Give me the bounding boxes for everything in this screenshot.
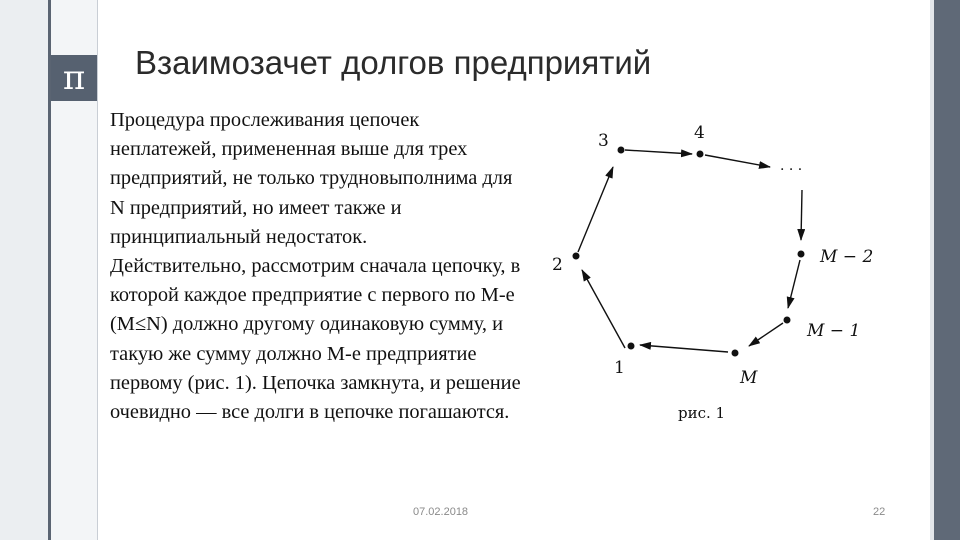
footer-date: 07.02.2018: [413, 506, 469, 518]
edge-m2-m1: [788, 260, 800, 308]
node-label-1: 1: [614, 358, 625, 378]
node-label-2: 2: [552, 255, 563, 275]
edge-3-4: [625, 150, 692, 154]
node-1: [628, 343, 635, 350]
slide-title: Взаимозачет долгов предприятий: [135, 44, 652, 81]
node-label-3: 3: [598, 131, 609, 151]
edge-4-ellipsis: [705, 155, 770, 167]
edge-ellipsis-m2: [801, 190, 802, 240]
node-label-4: 4: [694, 123, 705, 143]
node-3: [618, 147, 625, 154]
pi-icon: π: [62, 58, 86, 98]
debt-chain-diagram: [530, 110, 910, 430]
node-m: [732, 350, 739, 357]
footer-page-number: 22: [873, 506, 886, 518]
edge-1-2: [582, 270, 625, 348]
node-2: [573, 253, 580, 260]
node-m2: [798, 251, 805, 258]
node-label-ellipsis: · · ·: [780, 162, 803, 178]
left-decor-stripe: [0, 0, 48, 540]
node-label-m2: M − 2: [820, 247, 874, 267]
node-m1: [784, 317, 791, 324]
node-label-m1: M − 1: [807, 321, 861, 341]
body-text: [110, 106, 530, 427]
node-4: [697, 151, 704, 158]
figure-caption: рис. 1: [678, 404, 726, 422]
body-paragraph-1: Процедура прослеживания цепочек неплатежей, примененная выше для трех предприятий, не только трудновыполнима для N предприятий, но имеет также и принципиальный недостаток.: [110, 109, 513, 248]
logo-box: [51, 55, 97, 101]
node-label-m: M: [740, 368, 758, 388]
edge-m-1: [640, 345, 728, 352]
inner-decor-line: [97, 0, 98, 540]
body-paragraph-2: Действительно, рассмотрим сначала цепочку, в которой каждое предприятие с первого по М-е (М≤N) должно другому одинаковую сумму, и такую же сумму должно М-е предприятие первому (рис. 1). Цепочка замкнута, и решение очевидно — все долги в цепочке погашаются.: [110, 255, 521, 424]
edge-2-3: [578, 167, 613, 252]
right-decor-stripe: [934, 0, 960, 540]
edge-m1-m: [749, 323, 783, 346]
